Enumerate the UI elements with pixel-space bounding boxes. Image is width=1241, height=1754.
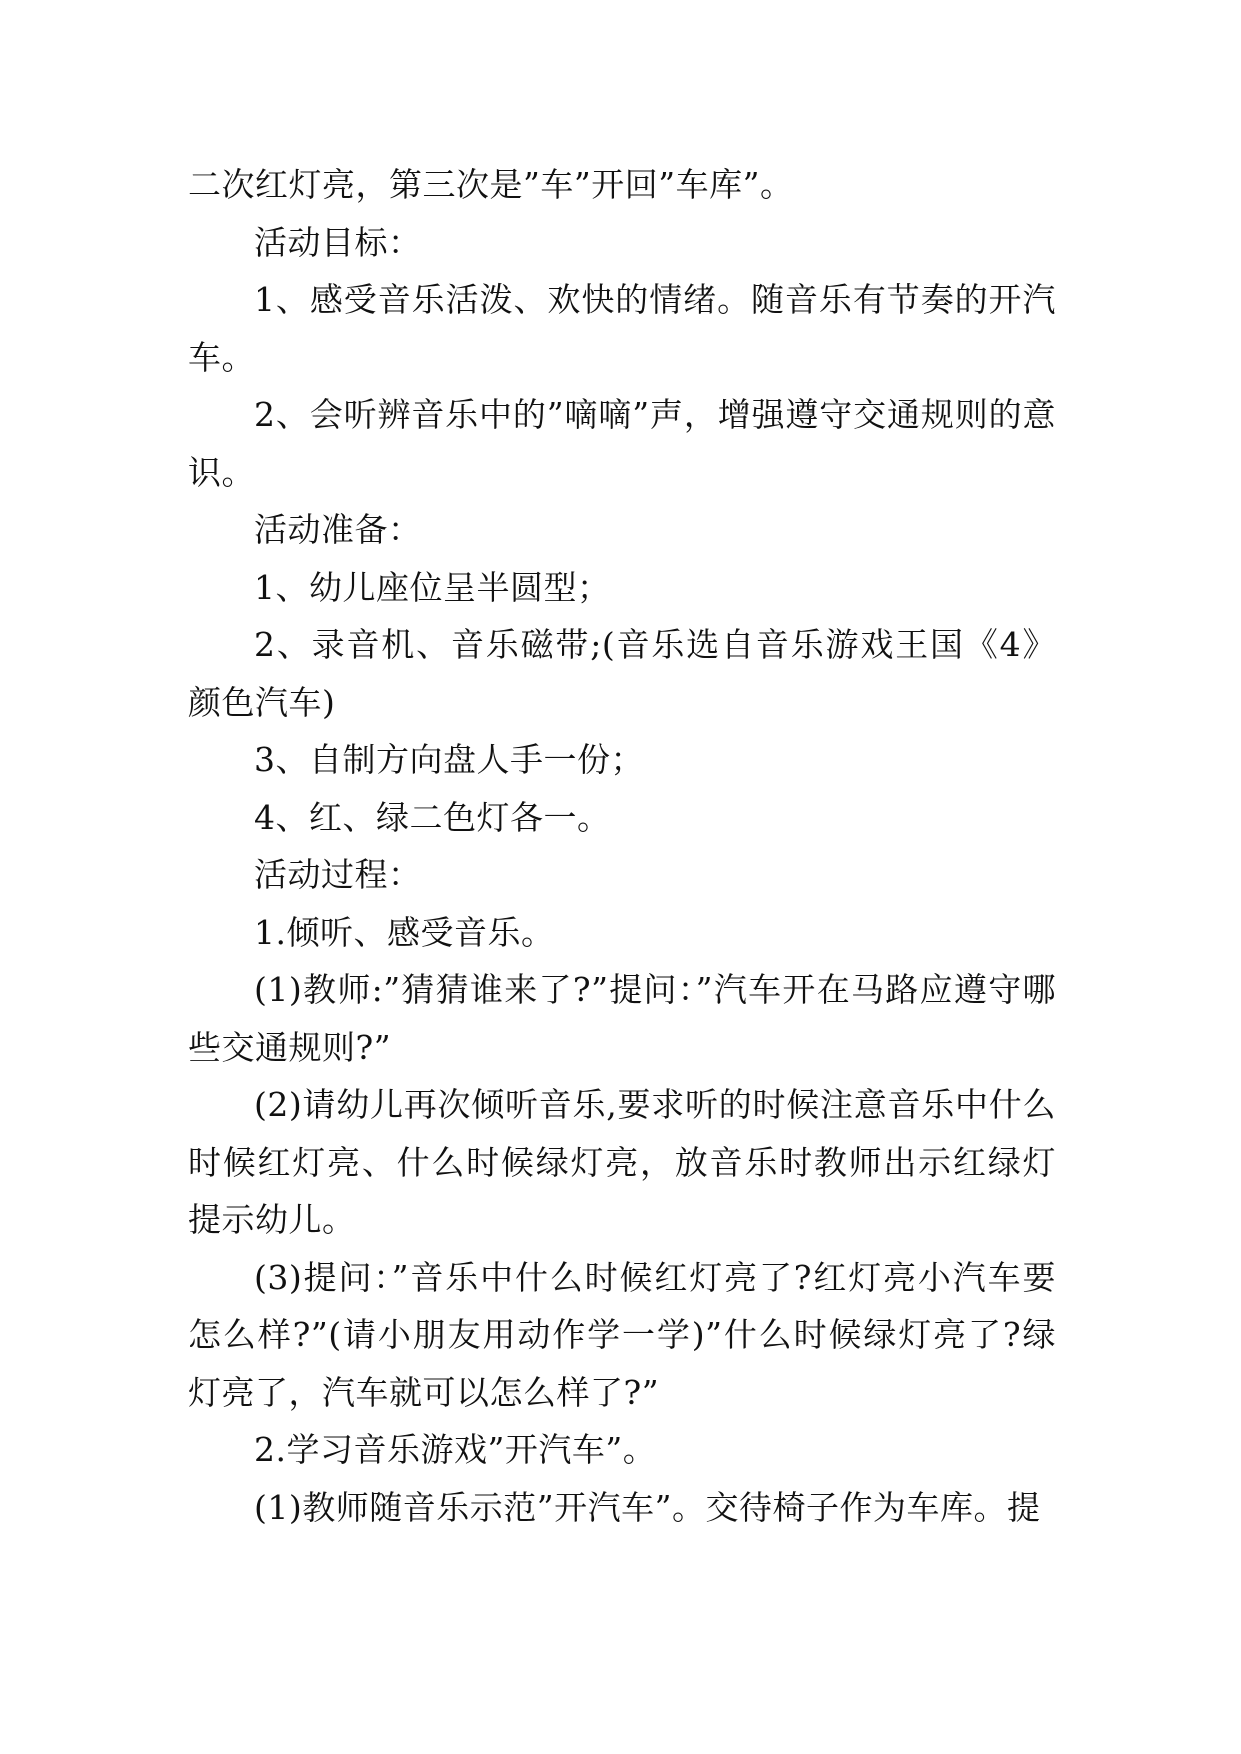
process-step-1-sub-3: (3)提问：”音乐中什么时候红灯亮了?红灯亮小汽车要怎么样?”(请小朋友用动作学一学)”什么时候绿灯亮了?绿灯亮了，汽车就可以怎么样了?” <box>188 1257 1056 1412</box>
process-step-1-sub-2: (2)请幼儿再次倾听音乐,要求听的时候注意音乐中什么时候红灯亮、什么时候绿灯亮，放音乐时教师出示红绿灯提示幼儿。 <box>188 1085 1056 1239</box>
heading-activity-preparation: 活动准备： <box>254 510 422 549</box>
heading-activity-process: 活动过程： <box>254 855 422 894</box>
process-step-1: 1.倾听、感受音乐。 <box>254 912 555 952</box>
process-step-2-sub-1: (1)教师随音乐示范”开汽车”。交待椅子作为车库。提 <box>254 1487 1041 1527</box>
process-step-1-sub-1: (1)教师:”猜猜谁来了?”提问：”汽车开在马路应遵守哪些交通规则?” <box>188 970 1056 1067</box>
preparation-item-3: 3、自制方向盘人手一份； <box>254 740 644 779</box>
heading-activity-goals: 活动目标： <box>254 222 422 262</box>
process-step-2: 2.学习音乐游戏”开汽车”。 <box>254 1430 657 1469</box>
preparation-item-4: 4、红、绿二色灯各一。 <box>254 797 611 837</box>
goal-item-2: 2、会听辨音乐中的”嘀嘀”声，增强遵守交通规则的意识。 <box>188 395 1056 492</box>
goal-item-1: 1、感受音乐活泼、欢快的情绪。随音乐有节奏的开汽车。 <box>188 280 1056 377</box>
paragraph-continuation: 二次红灯亮，第三次是”车”开回”车库”。 <box>188 165 794 204</box>
preparation-item-2: 2、录音机、音乐磁带;(音乐选自音乐游戏王国《4》颜色汽车) <box>188 625 1056 722</box>
document-body <box>188 156 1056 1536</box>
preparation-item-1: 1、幼儿座位呈半圆型； <box>254 567 611 607</box>
